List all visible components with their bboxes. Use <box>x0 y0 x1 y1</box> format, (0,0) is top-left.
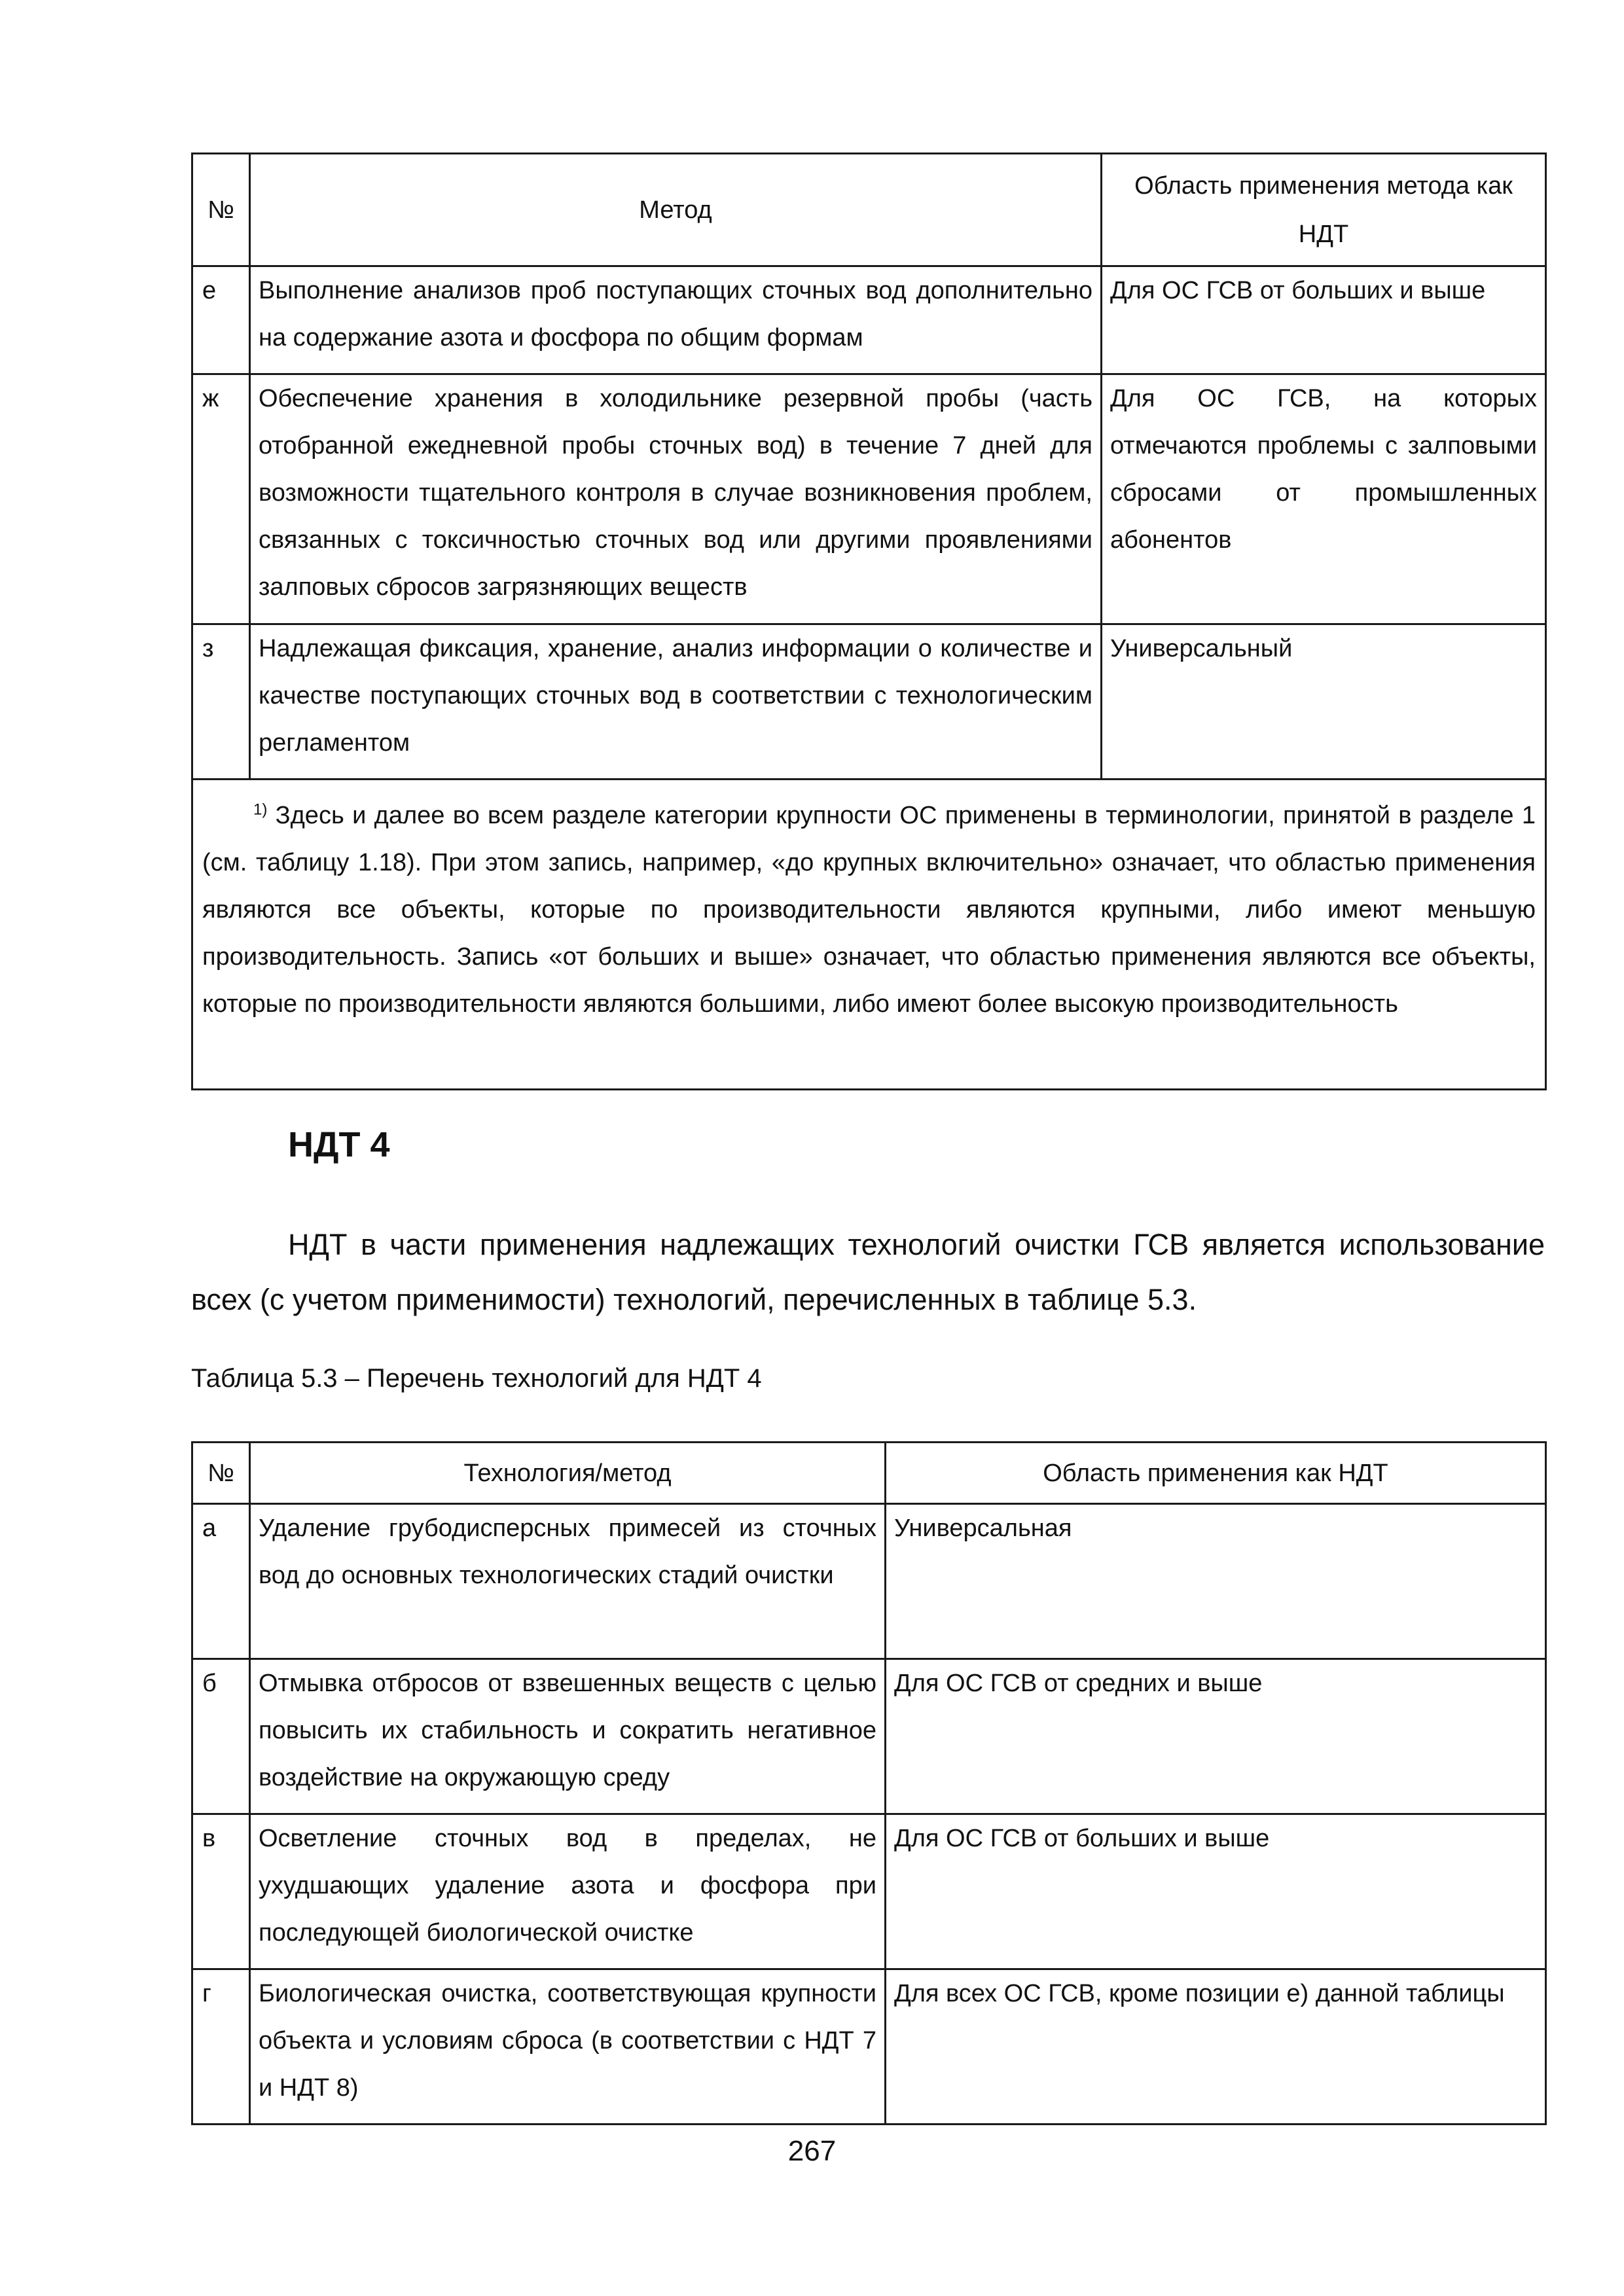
row-num: е <box>192 266 250 374</box>
header-scope: Область применения как НДТ <box>886 1443 1546 1504</box>
row-method: Обеспечение хранения в холодильнике резервной пробы (часть отобранной ежедневной пробы сточных вод) в течение 7 дней для возможности тщательного контроля в случае возникновения проблем, связанных с токсичностью сточных вод или другими проявлениями залповых сбросов загрязняющих веществ <box>250 374 1102 624</box>
row-scope: Универсальная <box>886 1504 1546 1659</box>
header-num: № <box>192 1443 250 1504</box>
table-row <box>192 1969 1546 2125</box>
row-num: б <box>192 1659 250 1814</box>
table-row <box>192 624 1546 780</box>
row-num: г <box>192 1969 250 2125</box>
table-header-row <box>192 154 1546 266</box>
row-method: Выполнение анализов проб поступающих сточных вод дополнительно на содержание азота и фосфора по общим формам <box>250 266 1102 374</box>
row-num: в <box>192 1814 250 1969</box>
table-row <box>192 1659 1546 1814</box>
footnote-row <box>192 780 1546 1090</box>
technologies-table <box>191 1441 1547 2125</box>
table-row <box>192 1814 1546 1969</box>
row-num: ж <box>192 374 250 624</box>
row-scope: Для всех ОС ГСВ, кроме позиции е) данной таблицы <box>886 1969 1546 2125</box>
table-header-row <box>192 1443 1546 1504</box>
footnote-cell <box>192 780 1546 1090</box>
row-scope: Для ОС ГСВ, на которых отмечаются проблемы с залповыми сбросами от промышленных абонентов <box>1102 374 1546 624</box>
header-num: № <box>192 154 250 266</box>
row-num: а <box>192 1504 250 1659</box>
table-caption: Таблица 5.3 – Перечень технологий для НДТ 4 <box>191 1364 762 1393</box>
header-scope: Область применения метода как НДТ <box>1102 154 1546 266</box>
section-heading: НДТ 4 <box>288 1125 390 1164</box>
row-num: з <box>192 624 250 780</box>
row-tech: Биологическая очистка, соответствующая крупности объекта и условиям сброса (в соответствии с НДТ 7 и НДТ 8) <box>250 1969 886 2125</box>
methods-table <box>191 152 1547 1090</box>
table-row <box>192 1504 1546 1659</box>
row-scope: Для ОС ГСВ от больших и выше <box>886 1814 1546 1969</box>
row-scope: Универсальный <box>1102 624 1546 780</box>
row-scope: Для ОС ГСВ от больших и выше <box>1102 266 1546 374</box>
table-row <box>192 266 1546 374</box>
body-paragraph: НДТ в части применения надлежащих технологий очистки ГСВ является использование всех (с учетом применимости) технологий, перечисленных в таблице 5.3. <box>191 1228 1545 1316</box>
table-row <box>192 374 1546 624</box>
row-method: Надлежащая фиксация, хранение, анализ информации о количестве и качестве поступающих сточных вод в соответствии с технологическим регламентом <box>250 624 1102 780</box>
row-tech: Осветление сточных вод в пределах, не ухудшающих удаление азота и фосфора при последующей биологической очистке <box>250 1814 886 1969</box>
footnote-text: Здесь и далее во всем разделе категории крупности ОС применены в терминологии, принятой в разделе 1 (см. таблицу 1.18). При этом запись, например, «до крупных включительно» означает, что областью применения являются все объекты, которые по производительности являются крупными, либо имеют меньшую производительность. Запись «от больших и выше» означает, что областью применения являются все объекты, которые по производительности являются большими, либо имеют более высокую производительность <box>202 802 1536 1018</box>
footnote-mark: 1) <box>253 800 268 819</box>
page-number: 267 <box>787 2135 837 2167</box>
row-scope: Для ОС ГСВ от средних и выше <box>886 1659 1546 1814</box>
row-tech: Отмывка отбросов от взвешенных веществ с целью повысить их стабильность и сократить негативное воздействие на окружающую среду <box>250 1659 886 1814</box>
row-tech: Удаление грубодисперсных примесей из сточных вод до основных технологических стадий очистки <box>250 1504 886 1659</box>
header-tech: Технология/метод <box>250 1443 886 1504</box>
header-method: Метод <box>250 154 1102 266</box>
